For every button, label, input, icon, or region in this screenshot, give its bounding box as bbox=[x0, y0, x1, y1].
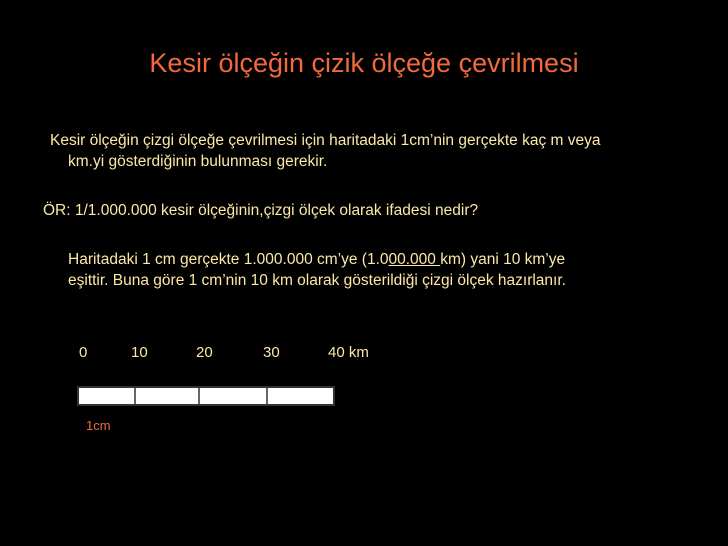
scale-label-20: 20 bbox=[196, 344, 213, 361]
explanation-line-1-end: km) yani 10 km’ye bbox=[440, 251, 566, 268]
scale-label-0: 0 bbox=[79, 344, 88, 361]
explanation-paragraph bbox=[68, 249, 708, 291]
scale-label-40-km: 40 km bbox=[328, 344, 369, 361]
scale-label-10: 10 bbox=[131, 344, 148, 361]
intro-paragraph bbox=[50, 130, 710, 172]
scale-bar-graphic bbox=[77, 386, 335, 406]
explanation-line-1-start: Haritadaki 1 cm gerçekte 1.000.000 cm’ye (1.0 bbox=[68, 251, 389, 268]
explanation-line-2: eşittir. Buna göre 1 cm’nin 10 km olarak gösterildiği çizgi ölçek hazırlanır. bbox=[68, 272, 566, 289]
line-scale-bar bbox=[77, 386, 335, 406]
example-question: ÖR: 1/1.000.000 kesir ölçeğinin,çizgi ölçek olarak ifadesi nedir? bbox=[43, 202, 479, 219]
scale-bar-outline bbox=[78, 387, 334, 405]
scale-label-30: 30 bbox=[263, 344, 280, 361]
intro-line-1: Kesir ölçeğin çizgi ölçeğe çevrilmesi için haritadaki 1cm’nin gerçekte kaç m veya bbox=[50, 132, 601, 149]
explanation-line-1-underlined: 00.000 bbox=[388, 251, 441, 268]
explanation-line-1 bbox=[68, 249, 708, 270]
slide-title: Kesir ölçeğin çizik ölçeğe çevrilmesi bbox=[149, 48, 579, 78]
intro-line-2: km.yi gösterdiğinin bulunması gerekir. bbox=[68, 153, 328, 170]
scale-unit-label: 1cm bbox=[86, 418, 111, 433]
